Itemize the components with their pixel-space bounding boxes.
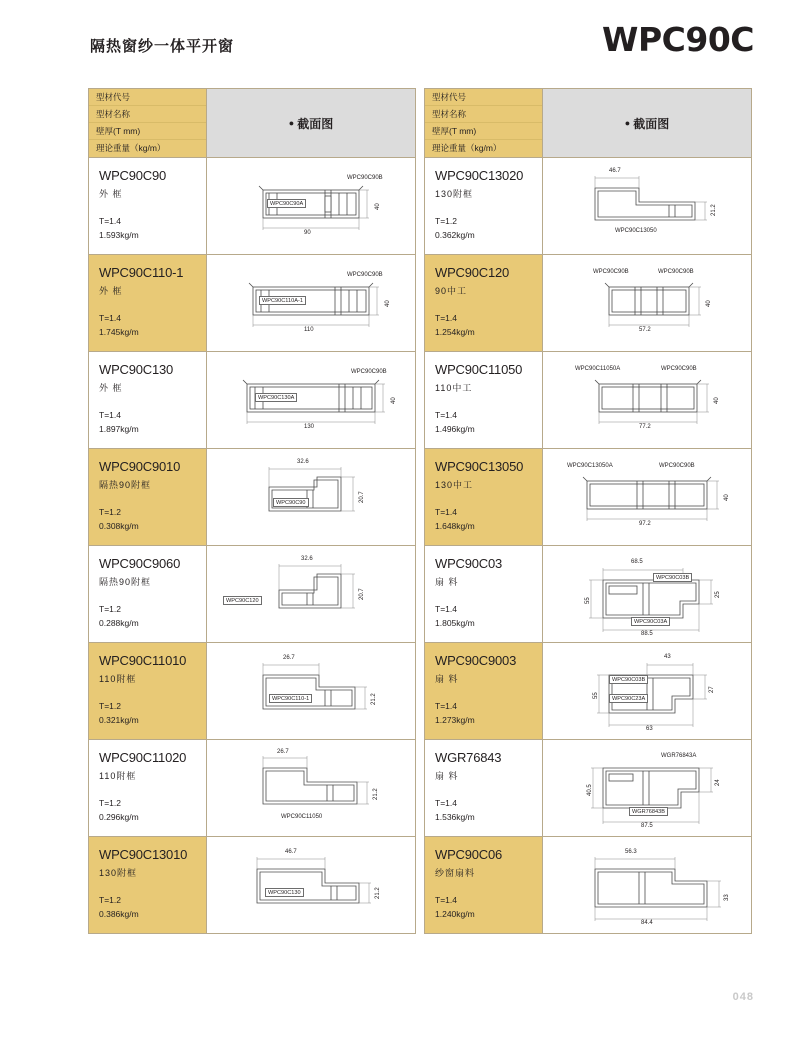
profile-name: 扇 料	[435, 674, 459, 684]
profile-name: 外 框	[99, 383, 123, 393]
callout-label: WPC90C90B	[659, 463, 695, 469]
callout-label: WPC90C120	[223, 596, 262, 605]
dimension-label: 21.2	[375, 887, 381, 899]
callout-label: WPC90C90A	[267, 199, 306, 208]
profile-name: 外 框	[99, 189, 123, 199]
dimension-label: 46.7	[285, 849, 297, 855]
profile-code: WPC90C13050	[435, 459, 524, 474]
row-info	[89, 643, 207, 739]
profile-name: 130附框	[99, 868, 138, 878]
profile-figure	[207, 740, 415, 836]
dimension-label: 97.2	[639, 521, 651, 527]
profile-weight: 0.296kg/m	[99, 812, 139, 822]
page-title: 隔热窗纱一体平开窗	[90, 38, 235, 55]
page-number: 048	[732, 991, 754, 1003]
callout-label: WPC90C110-1	[269, 694, 312, 703]
row-info	[425, 740, 543, 836]
table-row	[89, 837, 415, 933]
table-row	[425, 740, 751, 837]
profile-weight: 1.536kg/m	[435, 812, 475, 822]
profile-thickness: T=1.4	[435, 604, 457, 614]
profile-weight: 1.593kg/m	[99, 230, 139, 240]
callout-label: WPC90C90B	[593, 269, 629, 275]
dimension-label: 21.2	[711, 204, 717, 216]
row-info	[89, 546, 207, 642]
profile-figure	[543, 837, 751, 933]
dimension-label: 33	[724, 894, 730, 901]
profile-code: WPC90C11020	[99, 750, 187, 765]
profile-thickness: T=1.2	[99, 895, 121, 905]
dimension-label: 40	[724, 494, 730, 501]
row-info	[425, 255, 543, 351]
dimension-label: 110	[304, 327, 314, 333]
table-row	[89, 352, 415, 449]
profile-figure	[543, 740, 751, 836]
profile-code: WPC90C90	[99, 168, 167, 183]
row-info	[89, 740, 207, 836]
profile-code: WPC90C130	[99, 362, 174, 377]
profile-thickness: T=1.4	[435, 313, 457, 323]
dimension-label: 56.3	[625, 849, 637, 855]
profile-figure	[543, 158, 751, 254]
row-info	[425, 352, 543, 448]
table-row	[425, 546, 751, 643]
dimension-label: 57.2	[639, 327, 651, 333]
profile-code: WPC90C13020	[435, 168, 524, 183]
row-info	[425, 837, 543, 933]
profile-weight: 1.648kg/m	[435, 521, 475, 531]
bullet-icon: ●	[288, 118, 295, 128]
profile-code: WPC90C9003	[435, 653, 517, 668]
row-info	[425, 158, 543, 254]
profile-weight: 1.805kg/m	[435, 618, 475, 628]
callout-label: WPC90C13050	[615, 228, 657, 234]
profile-name: 隔热90附框	[99, 480, 152, 490]
callout-label: WPC90C11050	[281, 814, 323, 820]
profile-code: WGR76843	[435, 750, 502, 765]
profile-name: 130中工	[435, 480, 474, 490]
callout-label: WPC90C03A	[631, 617, 670, 626]
dimension-label: 21.2	[373, 788, 379, 800]
callout-label: WPC90C11050A	[575, 366, 621, 372]
profile-weight: 0.308kg/m	[99, 521, 139, 531]
profile-thickness: T=1.2	[99, 701, 121, 711]
row-info	[89, 352, 207, 448]
callout-label: WPC90C03B	[653, 573, 692, 582]
profile-weight: 0.288kg/m	[99, 618, 139, 628]
profile-name: 90中工	[435, 286, 468, 296]
profile-thickness: T=1.4	[435, 507, 457, 517]
profile-figure	[207, 352, 415, 448]
profile-code: WPC90C120	[435, 265, 510, 280]
table-row	[425, 837, 751, 933]
figure-label-text: 截面图	[633, 116, 670, 131]
bullet-icon: ●	[624, 118, 631, 128]
header-label-thickness: 壁厚(T mm)	[89, 123, 206, 140]
dimension-label: 40	[385, 300, 391, 307]
callout-label: WPC90C90	[273, 498, 309, 507]
callout-label: WPC90C90B	[347, 272, 383, 278]
profile-table-left	[88, 88, 416, 934]
dimension-label: 43	[664, 654, 671, 660]
row-info	[89, 837, 207, 933]
profile-figure	[543, 352, 751, 448]
profile-thickness: T=1.2	[99, 604, 121, 614]
profile-figure	[207, 158, 415, 254]
row-info	[425, 449, 543, 545]
callout-label: WPC90C90B	[347, 175, 383, 181]
header-label-code: 型材代号	[425, 89, 542, 106]
profile-name: 130附框	[435, 189, 474, 199]
profile-name: 隔热90附框	[99, 577, 152, 587]
dimension-label: 24	[715, 779, 721, 786]
row-info	[425, 546, 543, 642]
dimension-label: 40	[706, 300, 712, 307]
dimension-label: 21.2	[371, 693, 377, 705]
callout-label: WPC90C03B	[609, 675, 648, 684]
callout-label: WPC90C90B	[351, 369, 387, 375]
callout-label: WPC90C13050A	[567, 463, 613, 469]
dimension-label: 55	[585, 597, 591, 604]
profile-code: WPC90C9060	[99, 556, 181, 571]
dimension-label: 27	[709, 686, 715, 693]
profile-thickness: T=1.4	[99, 410, 121, 420]
dimension-label: 55	[593, 692, 599, 699]
profile-thickness: T=1.2	[99, 798, 121, 808]
dimension-label: 68.5	[631, 559, 643, 565]
dimension-label: 26.7	[277, 749, 289, 755]
profile-name: 扇 料	[435, 577, 459, 587]
profile-code: WPC90C06	[435, 847, 503, 862]
dimension-label: 63	[646, 726, 653, 732]
table-row	[89, 643, 415, 740]
profile-thickness: T=1.4	[435, 798, 457, 808]
profile-figure	[207, 255, 415, 351]
profile-figure	[207, 546, 415, 642]
profile-figure	[207, 837, 415, 933]
callout-label: WPC90C110A-1	[259, 296, 306, 305]
dimension-label: 32.6	[297, 459, 309, 465]
profile-thickness: T=1.2	[99, 507, 121, 517]
header-labels-right	[425, 89, 543, 157]
table-row	[425, 255, 751, 352]
profile-weight: 0.362kg/m	[435, 230, 475, 240]
callout-label: WPC90C23A	[609, 694, 648, 703]
callout-label: WGR76843B	[629, 807, 668, 816]
table-row	[425, 352, 751, 449]
profile-figure	[543, 643, 751, 739]
profile-name: 纱窗扇料	[435, 868, 476, 878]
profile-thickness: T=1.4	[99, 313, 121, 323]
table-row	[425, 158, 751, 255]
dimension-label: 46.7	[609, 168, 621, 174]
header-label-weight: 理论重量（kg/m）	[89, 140, 206, 157]
profile-weight: 0.321kg/m	[99, 715, 139, 725]
profile-table-right	[424, 88, 752, 934]
header-label-name: 型材名称	[425, 106, 542, 123]
callout-label: WPC90C90B	[658, 269, 694, 275]
dimension-label: 87.5	[641, 823, 653, 829]
dimension-label: 40	[714, 397, 720, 404]
table-header-left	[89, 89, 415, 158]
header-label-name: 型材名称	[89, 106, 206, 123]
profile-name: 110附框	[99, 771, 137, 781]
profile-weight: 1.254kg/m	[435, 327, 475, 337]
profile-figure	[543, 449, 751, 545]
profile-figure	[543, 255, 751, 351]
profile-code: WPC90C110-1	[99, 265, 184, 280]
figure-label-text: 截面图	[297, 116, 334, 131]
profile-code: WPC90C9010	[99, 459, 181, 474]
profile-thickness: T=1.4	[435, 410, 457, 420]
row-info	[89, 255, 207, 351]
dimension-label: 40	[375, 203, 381, 210]
row-info	[89, 449, 207, 545]
series-code: WPC90C	[602, 20, 754, 59]
profile-weight: 1.273kg/m	[435, 715, 475, 725]
table-row	[89, 546, 415, 643]
profile-thickness: T=1.2	[435, 216, 457, 226]
table-row	[89, 449, 415, 546]
table-row	[89, 740, 415, 837]
table-row	[89, 255, 415, 352]
profile-weight: 0.386kg/m	[99, 909, 139, 919]
dimension-label: 88.5	[641, 631, 653, 637]
dimension-label: 77.2	[639, 424, 651, 430]
dimension-label: 84.4	[641, 920, 653, 926]
profile-thickness: T=1.4	[435, 701, 457, 711]
header-labels-left	[89, 89, 207, 157]
dimension-label: 40	[391, 397, 397, 404]
dimension-label: 20.7	[359, 491, 365, 503]
dimension-label: 25	[715, 591, 721, 598]
profile-weight: 1.240kg/m	[435, 909, 475, 919]
header-label-thickness: 壁厚(T mm)	[425, 123, 542, 140]
profile-code: WPC90C11050	[435, 362, 523, 377]
row-info	[89, 158, 207, 254]
profile-name: 扇 料	[435, 771, 459, 781]
page-header	[60, 20, 754, 70]
table-header-right	[425, 89, 751, 158]
profile-weight: 1.897kg/m	[99, 424, 139, 434]
header-divider	[60, 16, 68, 60]
profile-name: 110附框	[99, 674, 137, 684]
dimension-label: 40.5	[587, 784, 593, 796]
profile-figure	[207, 449, 415, 545]
callout-label: WPC90C130A	[255, 393, 297, 402]
dimension-label: 130	[304, 424, 315, 430]
profile-figure	[543, 546, 751, 642]
profile-thickness: T=1.4	[99, 216, 121, 226]
dimension-label: 32.6	[301, 556, 313, 562]
dimension-label: 26.7	[283, 655, 295, 661]
row-info	[425, 643, 543, 739]
header-figure-label-right	[543, 89, 751, 157]
profile-figure	[207, 643, 415, 739]
header-figure-label-left	[207, 89, 415, 157]
table-row	[425, 449, 751, 546]
profile-name: 外 框	[99, 286, 123, 296]
profile-code: WPC90C13010	[99, 847, 188, 862]
profile-weight: 1.496kg/m	[435, 424, 475, 434]
dimension-label: 20.7	[359, 588, 365, 600]
profile-thickness: T=1.4	[435, 895, 457, 905]
table-row	[425, 643, 751, 740]
profile-name: 110中工	[435, 383, 473, 393]
header-label-weight: 理论重量（kg/m）	[425, 140, 542, 157]
callout-label: WPC90C90B	[661, 366, 697, 372]
dimension-label: 90	[304, 230, 311, 236]
profile-code: WPC90C03	[435, 556, 503, 571]
table-row	[89, 158, 415, 255]
profile-code: WPC90C11010	[99, 653, 187, 668]
callout-label: WGR76843A	[661, 753, 697, 759]
callout-label: WPC90C130	[265, 888, 304, 897]
header-label-code: 型材代号	[89, 89, 206, 106]
profile-weight: 1.745kg/m	[99, 327, 139, 337]
